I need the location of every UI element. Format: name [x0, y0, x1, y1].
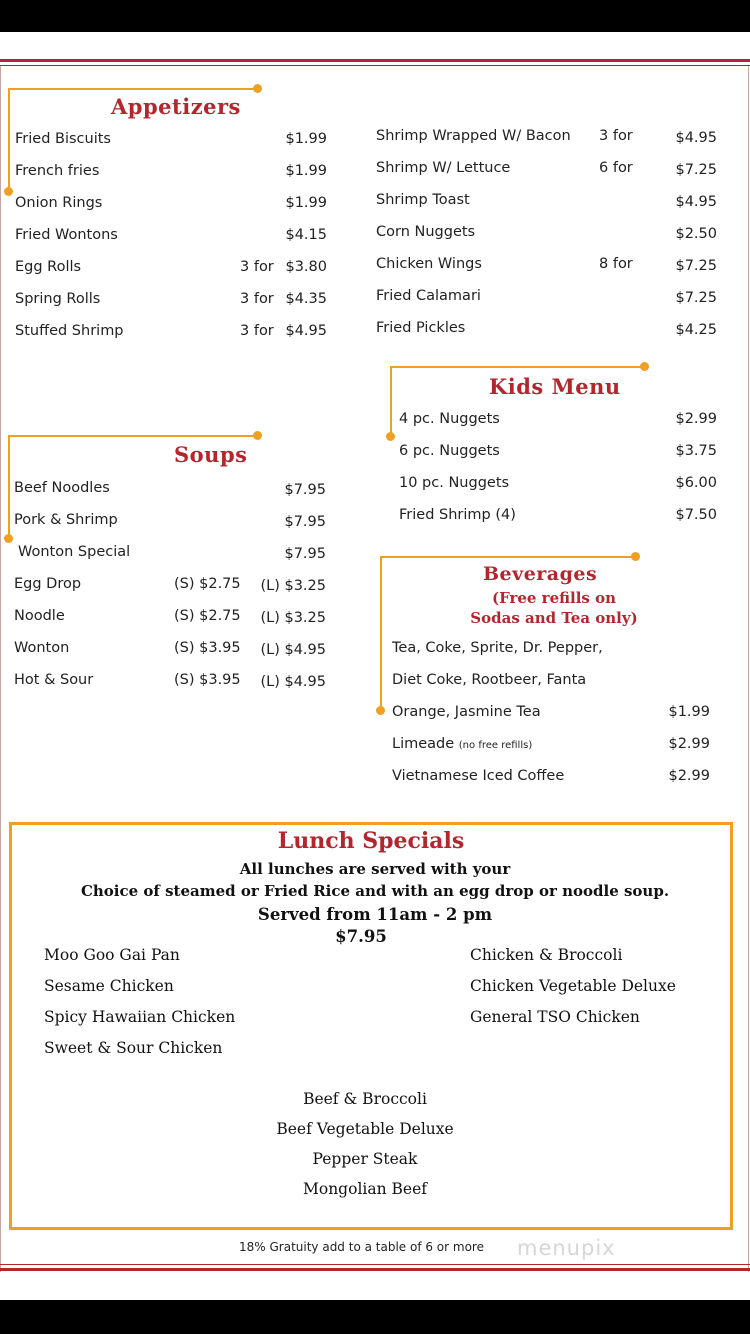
item-name: 6 pc. Nuggets: [399, 443, 500, 459]
lunch-item: Chicken Vegetable Deluxe: [470, 977, 676, 995]
item-name: 4 pc. Nuggets: [399, 411, 500, 427]
large-price: $7.95: [284, 514, 326, 530]
item-price: $4.25: [675, 322, 717, 338]
menu-item: [376, 128, 717, 148]
right-border: [748, 66, 749, 1272]
item-name: Fried Wontons: [15, 227, 118, 243]
item-name: Chicken Wings: [376, 256, 482, 272]
menu-item: [376, 320, 717, 340]
item-name: Hot & Sour: [14, 672, 94, 688]
menu-item: [14, 480, 326, 500]
item-price: $1.99: [285, 163, 327, 179]
menu-item: [392, 736, 710, 756]
lunch-note-line-2: Choice of steamed or Fried Rice and with an egg drop or noodle soup.: [80, 882, 670, 900]
item-name: Fried Shrimp (4): [399, 507, 516, 523]
large-price: $7.95: [284, 482, 326, 498]
menu-item: [14, 512, 326, 532]
lunch-item: Beef & Broccoli: [303, 1090, 427, 1108]
menu-item: [399, 411, 717, 431]
menu-item: [15, 227, 327, 247]
menu-item: [399, 507, 717, 527]
lunch-item: Sweet & Sour Chicken: [44, 1039, 223, 1057]
item-name: Shrimp Toast: [376, 192, 470, 208]
item-price: $3.75: [675, 443, 717, 459]
item-quantity: 3 for: [240, 259, 274, 275]
item-name: Onion Rings: [15, 195, 103, 211]
item-price: $4.95: [675, 130, 717, 146]
top-border: [0, 59, 750, 62]
bracket-dot: [4, 534, 13, 543]
menu-item: [376, 224, 717, 244]
lunch-item: General TSO Chicken: [470, 1008, 640, 1026]
lunch-item: Beef Vegetable Deluxe: [276, 1120, 454, 1138]
menu-item: [376, 256, 717, 276]
menu-item: [392, 768, 710, 788]
bracket-dot: [631, 552, 640, 561]
large-price: (L) $3.25: [260, 578, 326, 594]
lunch-price: $7.95: [335, 927, 387, 946]
menu-item: [15, 131, 327, 151]
lunch-item: Pepper Steak: [312, 1150, 418, 1168]
item-name: Egg Rolls: [15, 259, 82, 275]
item-name: Shrimp Wrapped W/ Bacon: [376, 128, 571, 144]
kids-bracket-stem: [390, 366, 392, 436]
item-price: $6.00: [675, 475, 717, 491]
menu-item: [376, 288, 717, 308]
menu-item: [18, 544, 326, 564]
item-name: Fried Biscuits: [15, 131, 111, 147]
menu-item: [392, 640, 710, 660]
menu-item: [15, 259, 327, 279]
item-name: Noodle: [14, 608, 65, 624]
small-price: (S) $3.95: [174, 672, 241, 688]
menu-item: [14, 608, 326, 628]
menu-item: [14, 672, 326, 692]
bracket-dot: [253, 84, 262, 93]
lunch-item: Moo Goo Gai Pan: [44, 946, 180, 964]
item-name: Egg Drop: [14, 576, 82, 592]
item-name: Spring Rolls: [15, 291, 101, 307]
item-price: $2.50: [675, 226, 717, 242]
menu-item: [399, 475, 717, 495]
beverages-note-line-1: (Free refills on: [491, 589, 617, 607]
lunch-serving-hours: Served from 11am - 2 pm: [257, 905, 493, 924]
item-price: $4.95: [285, 323, 327, 339]
item-price: $1.99: [285, 131, 327, 147]
large-price: $7.95: [284, 546, 326, 562]
top-border-thin: [0, 65, 750, 66]
beverages-heading: Beverages: [483, 563, 598, 585]
gratuity-note: 18% Gratuity add to a table of 6 or more: [239, 1240, 484, 1254]
item-name: Vietnamese Iced Coffee: [392, 768, 565, 784]
item-price: $7.50: [675, 507, 717, 523]
item-price: $3.80: [285, 259, 327, 275]
menu-item: [15, 323, 327, 343]
menu-item: [392, 704, 710, 724]
bracket-dot: [376, 706, 385, 715]
item-note: (no free refills): [458, 740, 533, 751]
item-price: $1.99: [285, 195, 327, 211]
item-quantity: 3 for: [240, 323, 274, 339]
menu-item: [399, 443, 717, 463]
menu-item: [15, 163, 327, 183]
item-price: $7.25: [675, 162, 717, 178]
lunch-specials-heading: Lunch Specials: [277, 828, 465, 854]
menu-item: [14, 576, 326, 596]
item-name: French fries: [15, 163, 100, 179]
bottom-border: [0, 1268, 750, 1271]
beverages-bracket-stem: [380, 556, 382, 710]
menu-item: [392, 672, 710, 692]
item-name: Wonton Special: [18, 544, 131, 560]
kids-bracket-line: [390, 366, 644, 368]
large-price: (L) $4.95: [260, 642, 326, 658]
item-name: Wonton: [14, 640, 70, 656]
item-price: $2.99: [668, 736, 710, 752]
bracket-dot: [253, 431, 262, 440]
bracket-dot: [640, 362, 649, 371]
item-name: Orange, Jasmine Tea: [392, 704, 541, 720]
item-name: 10 pc. Nuggets: [399, 475, 510, 491]
lunch-item: Mongolian Beef: [303, 1180, 427, 1198]
menu-item: [15, 291, 327, 311]
item-price: $7.25: [675, 258, 717, 274]
bracket-dot: [4, 187, 13, 196]
item-price: $7.25: [675, 290, 717, 306]
appetizers-bracket-stem: [8, 88, 10, 192]
item-name: Tea, Coke, Sprite, Dr. Pepper,: [392, 640, 603, 656]
soups-heading: Soups: [174, 442, 248, 467]
item-price: $2.99: [668, 768, 710, 784]
kids-menu-heading: Kids Menu: [489, 374, 621, 399]
appetizers-bracket-line: [8, 88, 258, 90]
appetizers-heading: Appetizers: [111, 94, 241, 119]
item-price: $4.95: [675, 194, 717, 210]
bracket-dot: [386, 432, 395, 441]
large-price: (L) $3.25: [260, 610, 326, 626]
bottom-border-thin: [0, 1264, 750, 1265]
menu-item: [14, 640, 326, 660]
item-name: Stuffed Shrimp: [15, 323, 124, 339]
item-name: Corn Nuggets: [376, 224, 476, 240]
soups-bracket-line: [8, 435, 258, 437]
item-price: $4.15: [285, 227, 327, 243]
soups-bracket-stem: [8, 435, 10, 539]
item-quantity: 6 for: [599, 160, 633, 176]
lunch-item: Spicy Hawaiian Chicken: [44, 1008, 236, 1026]
item-name: Fried Pickles: [376, 320, 466, 336]
item-price: $2.99: [675, 411, 717, 427]
item-quantity: 3 for: [599, 128, 633, 144]
item-name: Beef Noodles: [14, 480, 110, 496]
menu-item: [376, 160, 717, 180]
large-price: (L) $4.95: [260, 674, 326, 690]
lunch-note-line-1: All lunches are served with your: [239, 860, 511, 878]
beverages-note-line-2: Sodas and Tea only): [470, 609, 638, 627]
item-name: Pork & Shrimp: [14, 512, 118, 528]
item-name: Fried Calamari: [376, 288, 481, 304]
watermark-logo: menupix: [517, 1236, 616, 1260]
menu-item: [15, 195, 327, 215]
item-name: Diet Coke, Rootbeer, Fanta: [392, 672, 587, 688]
item-name: Shrimp W/ Lettuce: [376, 160, 511, 176]
small-price: (S) $2.75: [174, 576, 241, 592]
item-price: $4.35: [285, 291, 327, 307]
small-price: (S) $3.95: [174, 640, 241, 656]
lunch-item: Chicken & Broccoli: [470, 946, 623, 964]
small-price: (S) $2.75: [174, 608, 241, 624]
item-name: Limeade: [392, 736, 459, 752]
beverages-bracket-line: [380, 556, 636, 558]
lunch-item: Sesame Chicken: [44, 977, 174, 995]
menu-item: [376, 192, 717, 212]
item-price: $1.99: [668, 704, 710, 720]
item-quantity: 8 for: [599, 256, 633, 272]
item-quantity: 3 for: [240, 291, 274, 307]
